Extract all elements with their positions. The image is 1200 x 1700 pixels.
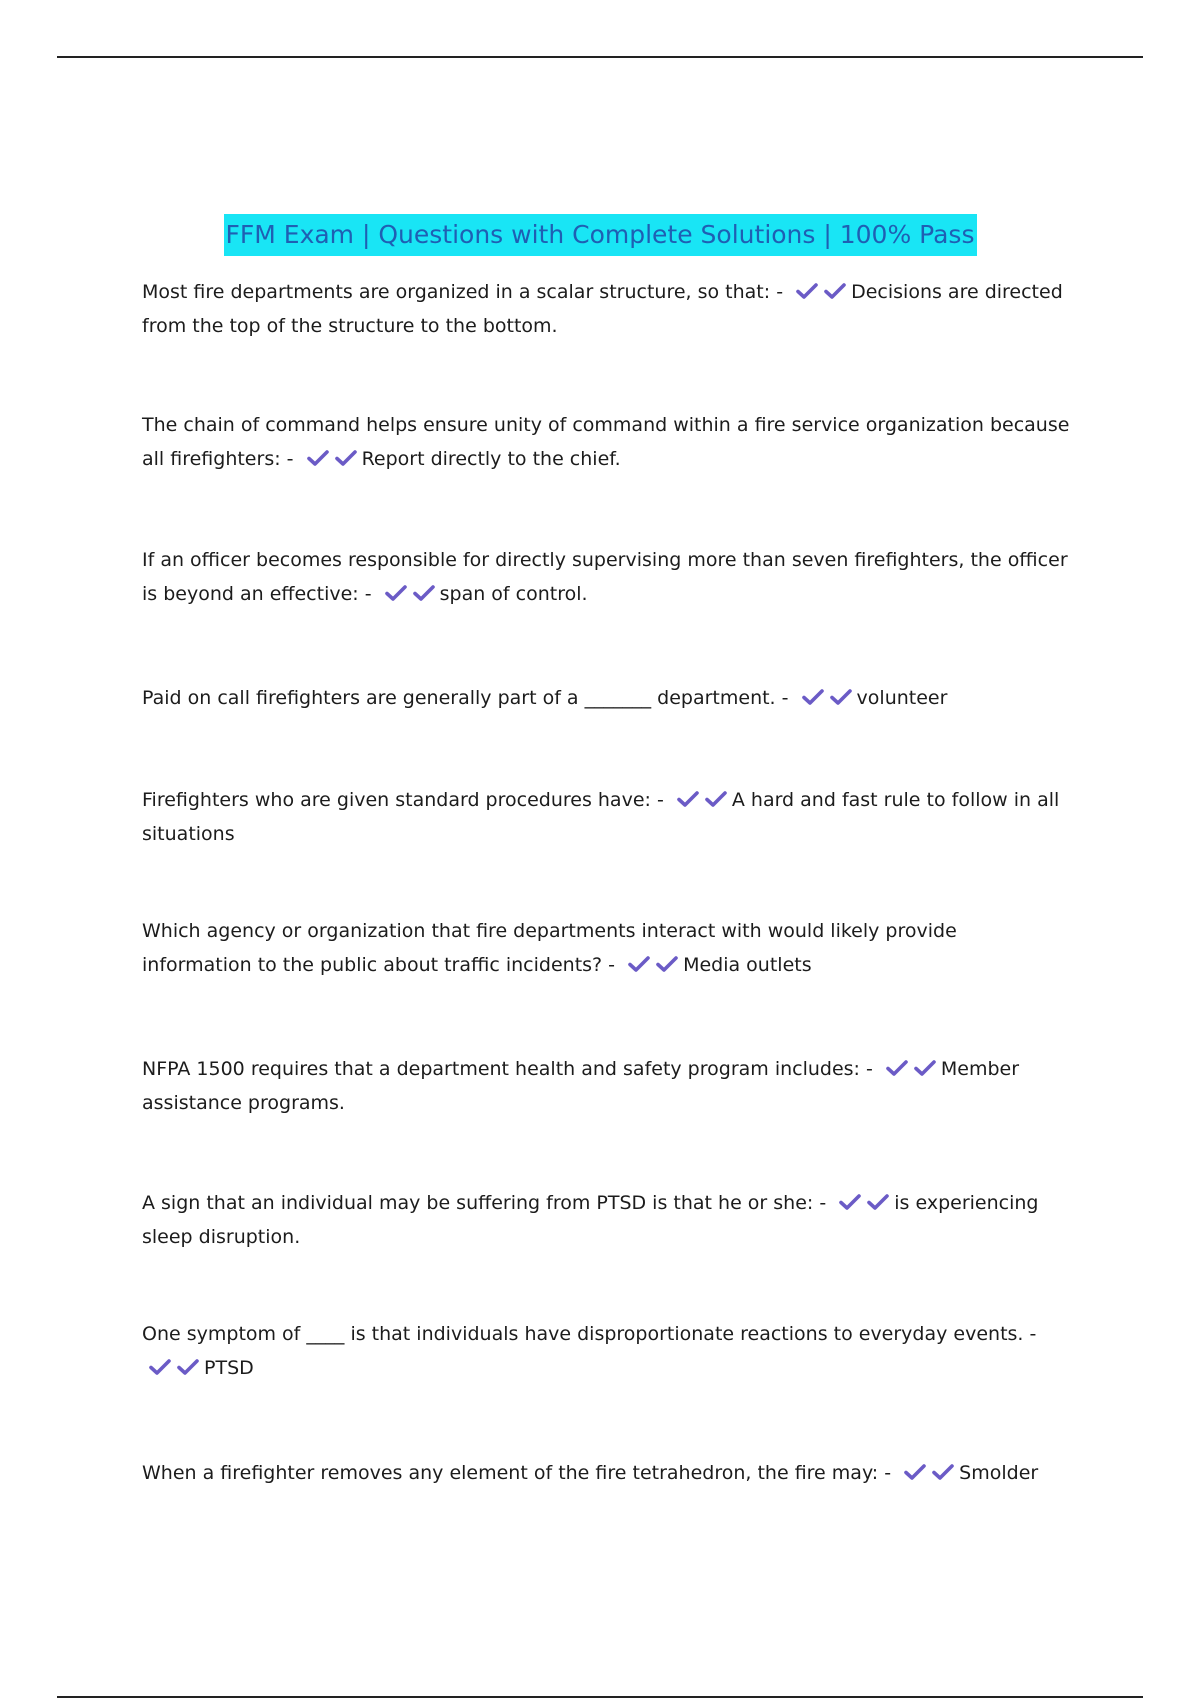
check-icon — [704, 790, 728, 808]
title-wrap — [0, 214, 1200, 256]
check-icon — [795, 282, 819, 300]
question-text: NFPA 1500 requires that a department health and safety program includes: - — [142, 1058, 873, 1080]
check-icon — [866, 1193, 890, 1211]
question-text: A sign that an individual may be suffering from PTSD is that he or she: - — [142, 1192, 827, 1214]
question-text: One symptom of ____ is that individuals have disproportionate reactions to everyday events. - — [142, 1323, 1037, 1345]
qa-item-2 — [142, 408, 1072, 476]
check-icon — [913, 1059, 937, 1077]
answer-text: volunteer — [856, 687, 948, 709]
check-icon — [148, 1358, 172, 1376]
question-text: If an officer becomes responsible for directly supervising more than seven firefighters, the officer is beyond an effective: - — [142, 549, 1068, 605]
answer-text: Report directly to the chief. — [361, 448, 621, 470]
bottom-rule — [57, 1696, 1143, 1698]
check-icon — [885, 1059, 909, 1077]
check-icon — [334, 449, 358, 467]
check-icon — [931, 1463, 955, 1481]
qa-item-3 — [142, 543, 1072, 611]
check-icon — [176, 1358, 200, 1376]
check-icon — [676, 790, 700, 808]
check-icon — [627, 955, 651, 973]
top-rule — [57, 56, 1143, 58]
answer-text: Media outlets — [683, 954, 812, 976]
question-text: Paid on call firefighters are generally part of a _______ department. - — [142, 687, 789, 709]
document-title: FFM Exam | Questions with Complete Solutions | 100% Pass — [224, 214, 977, 256]
check-icon — [306, 449, 330, 467]
answer-text: Decisions are directed from the top of the structure to the bottom. — [142, 281, 1063, 337]
check-icon — [384, 584, 408, 602]
answer-text: A hard and fast rule to follow in all situations — [142, 789, 1060, 845]
check-icon — [838, 1193, 862, 1211]
qa-item-10 — [142, 1456, 1072, 1490]
check-icon — [903, 1463, 927, 1481]
check-icon — [823, 282, 847, 300]
qa-item-4 — [142, 681, 1072, 715]
question-text: Which agency or organization that fire departments interact with would likely provide information to the public about traffic incidents? - — [142, 920, 957, 976]
qa-item-9 — [142, 1317, 1072, 1385]
check-icon — [655, 955, 679, 973]
qa-item-6 — [142, 914, 1072, 982]
qa-item-8 — [142, 1186, 1072, 1254]
answer-text: Member assistance programs. — [142, 1058, 1020, 1114]
question-text: When a firefighter removes any element of the fire tetrahedron, the fire may: - — [142, 1462, 892, 1484]
question-text: The chain of command helps ensure unity of command within a fire service organization because all firefighters: - — [142, 414, 1070, 470]
answer-text: PTSD — [204, 1357, 254, 1379]
answer-text: span of control. — [439, 583, 588, 605]
question-text: Most fire departments are organized in a scalar structure, so that: - — [142, 281, 784, 303]
answer-text: Smolder — [959, 1462, 1039, 1484]
check-icon — [829, 688, 853, 706]
question-text: Firefighters who are given standard procedures have: - — [142, 789, 664, 811]
qa-item-1 — [142, 275, 1072, 343]
qa-item-7 — [142, 1052, 1072, 1120]
answer-text: is experiencing sleep disruption. — [142, 1192, 1039, 1248]
check-icon — [801, 688, 825, 706]
check-icon — [412, 584, 436, 602]
qa-item-5 — [142, 783, 1072, 851]
